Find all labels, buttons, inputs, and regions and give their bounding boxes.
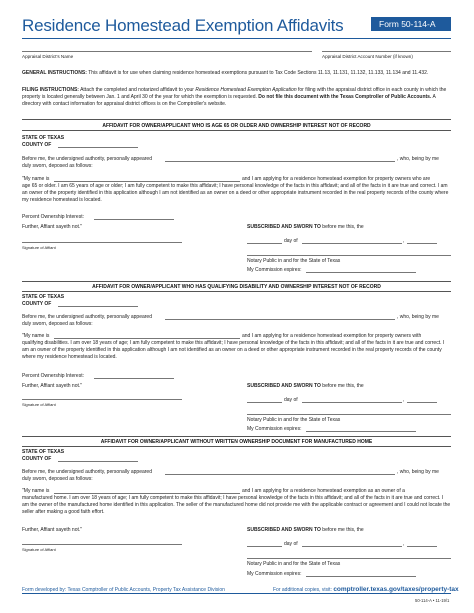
appraisal-district-name-field[interactable] — [22, 51, 312, 52]
section1-notary-signature-field[interactable] — [247, 255, 451, 256]
section2-percent-field[interactable] — [94, 378, 174, 379]
filing-warning: Do not file this document with the Texas Comptroller of Public Accounts. — [258, 94, 432, 101]
section2-body: qualifying disabilities. I am over 18 years of age; I am fully competent to make this affidavit; I have personal knowledge of the facts in this affidavit; and all of the facts in it are true and correct. I am an owner of the property identified in this application although I am not identified as an owner on a deed or other appropriate instrument recorded in the real property records of the county where my residence homestead is located. — [22, 340, 445, 361]
footer-copies — [273, 586, 459, 593]
section3-year-field[interactable] — [407, 546, 437, 547]
subscribed-rest: before me this, the — [322, 383, 364, 389]
section2-comma: , — [403, 397, 405, 403]
section1-county-field[interactable] — [58, 147, 138, 148]
section1-title-rule — [22, 130, 451, 131]
section1-title: AFFIDAVIT FOR OWNER/APPLICANT WHO IS AGE 65 OR OLDER AND OWNERSHIP INTEREST NOT OF RECORD — [102, 123, 371, 129]
filing-instructions — [22, 87, 451, 109]
section1-commission-field[interactable] — [306, 272, 416, 273]
section2-further: Further, Affiant sayeth not." — [22, 383, 83, 389]
section2-signature-field[interactable] — [22, 399, 182, 400]
section1-further: Further, Affiant sayeth not." — [22, 224, 83, 230]
section3-top-rule — [22, 436, 451, 437]
account-number-field[interactable] — [322, 51, 451, 52]
general-instructions-text: This affidavit is for use when claiming residence homestead exemptions pursuant to Tax Code Sections 11.13, 11.131, 11.132, 11.133, 11.134 and 11.432. — [88, 70, 429, 76]
footer-divider — [22, 593, 451, 594]
section2-year-field[interactable] — [407, 402, 437, 403]
section1-notary: Notary Public in and for the State of Texas — [247, 258, 341, 264]
section2-subscribed — [247, 383, 364, 389]
section3-commission: My Commission expires: — [247, 571, 302, 577]
section1-signature-caption: Signature of Affiant — [22, 245, 56, 250]
section2-body-start: and I am applying for a residence homestead exemption for property owners with — [242, 333, 422, 339]
section3-my-name-is: "My name is — [22, 488, 50, 494]
section3-title: AFFIDAVIT FOR OWNER/APPLICANT WITHOUT WRITTEN OWNERSHIP DOCUMENT FOR MANUFACTURED HOME — [100, 439, 373, 445]
section1-percent-label: Percent Ownership Interest: — [22, 214, 84, 220]
section3-month-field[interactable] — [302, 546, 402, 547]
subscribed-rest: before me this, the — [322, 527, 364, 533]
section3-body: manufactured home. I am over 18 years of age; I am fully competent to make this affidavit; I have personal knowledge of the facts in this affidavit; and all of the facts in it are true and correct. I am the owner of the manufactured home identified in this application. The seller of the manufactured home did not provide me with the applicable contract or agreement and I could not locate the seller after making a good faith effort. — [22, 495, 451, 516]
section1-before-me: Before me, the undersigned authority, personally appeared — [22, 156, 152, 162]
section2-title-rule — [22, 291, 451, 292]
section1-body-start: and I am applying for a residence homestead exemption for property owners who are — [242, 176, 431, 182]
section2-notary: Notary Public in and for the State of Texas — [247, 417, 341, 423]
section3-body-start: and I am applying for a residence homestead exemption as an owner of a — [242, 488, 405, 494]
application-title-italic: Residence Homestead Exemption Application — [195, 87, 297, 93]
section2-percent-label: Percent Ownership Interest: — [22, 373, 84, 379]
footer-copies-link[interactable]: comptroller.texas.gov/taxes/property-tax — [333, 586, 459, 593]
appraisal-district-caption: Appraisal District's Name — [22, 54, 74, 59]
filing-instructions-label: FILING INSTRUCTIONS: — [22, 87, 79, 93]
section1-year-field[interactable] — [407, 243, 437, 244]
form-title: Residence Homestead Exemption Affidavits — [22, 16, 344, 35]
form-number-badge: Form 50-114-A — [371, 17, 451, 31]
section3-my-name-field[interactable] — [54, 493, 240, 494]
section2-county-field[interactable] — [58, 306, 138, 307]
section2-commission: My Commission expires: — [247, 426, 302, 432]
section1-day-field[interactable] — [247, 243, 282, 244]
general-instructions — [22, 70, 451, 77]
section2-who-being: , who, being by me — [397, 314, 439, 320]
section3-day-of: day of — [284, 541, 298, 547]
state-label: STATE OF TEXAS — [22, 449, 65, 455]
section2-my-name-field[interactable] — [54, 338, 240, 339]
section1-affiant-name-field[interactable] — [165, 161, 395, 162]
section1-my-name-field[interactable] — [54, 181, 240, 182]
section1-subscribed — [247, 224, 364, 230]
section1-comma: , — [403, 238, 405, 244]
section2-day-of: day of — [284, 397, 298, 403]
section2-signature-caption: Signature of Affiant — [22, 402, 56, 407]
section1-signature-field[interactable] — [22, 242, 182, 243]
section1-month-field[interactable] — [302, 243, 402, 244]
section3-subscribed — [247, 527, 364, 533]
state-label: STATE OF TEXAS — [22, 135, 65, 141]
title-divider — [22, 38, 451, 39]
section2-my-name-is: "My name is — [22, 333, 50, 339]
footer-copies-label: For additional copies, visit: — [273, 587, 332, 593]
subscribed-bold: SUBSCRIBED AND SWORN TO — [247, 383, 321, 389]
section2-title: AFFIDAVIT FOR OWNER/APPLICANT WHO HAS QUALIFYING DISABILITY AND OWNERSHIP INTEREST NOT OF RECORD — [92, 284, 381, 290]
section2-month-field[interactable] — [302, 402, 402, 403]
section3-affiant-name-field[interactable] — [165, 474, 395, 475]
section2-before-me: Before me, the undersigned authority, personally appeared — [22, 314, 152, 320]
section2-day-field[interactable] — [247, 402, 282, 403]
section3-notary: Notary Public in and for the State of Texas — [247, 561, 341, 567]
county-label: COUNTY OF — [22, 141, 52, 148]
section3-before-me: Before me, the undersigned authority, personally appeared — [22, 469, 152, 475]
section3-notary-signature-field[interactable] — [247, 558, 451, 559]
section1-my-name-is: "My name is — [22, 176, 50, 182]
footer-form-code: 50-114-A • 11-19/1 — [415, 598, 450, 603]
section3-commission-field[interactable] — [306, 576, 416, 577]
section3-county-field[interactable] — [58, 461, 138, 462]
section2-notary-signature-field[interactable] — [247, 414, 451, 415]
section1-duly-sworn: duly sworn, deposed as follows: — [22, 163, 93, 169]
section2-duly-sworn: duly sworn, deposed as follows: — [22, 321, 93, 327]
section3-title-rule — [22, 446, 451, 447]
state-label: STATE OF TEXAS — [22, 294, 65, 300]
general-instructions-label: GENERAL INSTRUCTIONS: — [22, 70, 87, 76]
filing-text-part: Attach the completed and notarized affidavit to your — [80, 87, 194, 93]
section3-signature-field[interactable] — [22, 544, 182, 545]
section2-top-rule — [22, 281, 451, 282]
filing-text-part: A directory with contact information for appraisal district offices is on the Comptroller's website. — [22, 94, 436, 108]
section1-percent-field[interactable] — [94, 219, 174, 220]
county-label: COUNTY OF — [22, 300, 52, 307]
section1-commission: My Commission expires: — [247, 267, 302, 273]
section3-duly-sworn: duly sworn, deposed as follows: — [22, 476, 93, 482]
section1-day-of: day of — [284, 238, 298, 244]
section3-signature-caption: Signature of Affiant — [22, 547, 56, 552]
county-label: COUNTY OF — [22, 455, 52, 462]
subscribed-bold: SUBSCRIBED AND SWORN TO — [247, 224, 321, 230]
footer-developed-by: Form developed by: Texas Comptroller of Public Accounts, Property Tax Assistance Division — [22, 587, 225, 593]
section1-who-being: , who, being by me — [397, 156, 439, 162]
section1-top-rule — [22, 119, 451, 120]
account-number-caption: Appraisal District Account Number (if known) — [322, 54, 413, 59]
section2-commission-field[interactable] — [306, 431, 416, 432]
section3-day-field[interactable] — [247, 546, 282, 547]
section3-who-being: , who, being by me — [397, 469, 439, 475]
subscribed-bold: SUBSCRIBED AND SWORN TO — [247, 527, 321, 533]
section2-affiant-name-field[interactable] — [165, 319, 395, 320]
subscribed-rest: before me this, the — [322, 224, 364, 230]
filing-text-part: for filing with the appraisal district office in each county in which the property is located generally between Jan. 1 and April 30 of the year for which the exemption is requested. — [22, 87, 447, 101]
section3-comma: , — [403, 541, 405, 547]
section3-further: Further, Affiant sayeth not." — [22, 527, 83, 533]
section1-body: age 65 or older. I am 65 years of age or older; I am fully competent to make this affidavit; I have personal knowledge of the facts in this affidavit; and all of the facts in it are true and correct. I am an owner of the property identified in this application although I am not identified as an owner on a deed or other appropriate instrument recorded in the real property records of the county where my residence homestead is located. — [22, 183, 449, 204]
